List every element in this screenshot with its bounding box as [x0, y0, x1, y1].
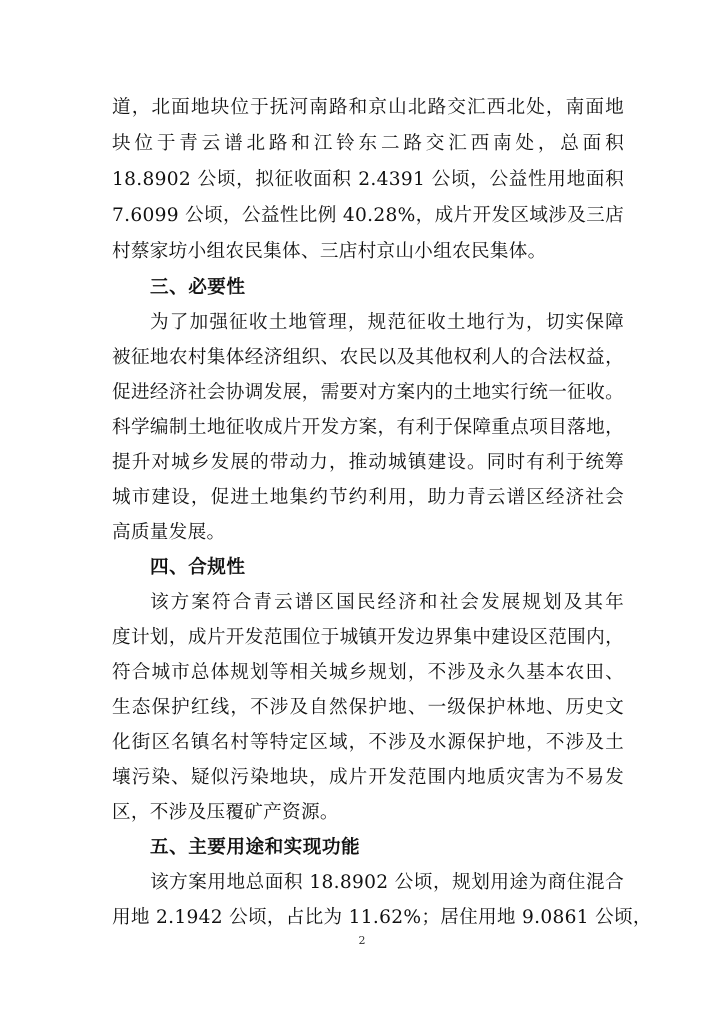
- paragraph-line: 壤污染、疑似污染地块，成片开发范围内地质灾害为不易发: [112, 767, 624, 788]
- paragraph-line: 促进经济社会协调发展，需要对方案内的土地实行统一征收。: [112, 382, 624, 403]
- section-heading-main-use: 五、主要用途和实现功能: [150, 837, 361, 858]
- paragraph-line: 用地 2.1942 公顷，占比为 11.62%；居住用地 9.0861 公顷，: [112, 907, 652, 928]
- paragraph-line: 城市建设，促进土地集约节约利用，助力青云谱区经济社会: [112, 487, 624, 508]
- paragraph-line: 符合城市总体规划等相关城乡规划，不涉及永久基本农田、: [112, 662, 624, 683]
- paragraph-line: 被征地农村集体经济组织、农民以及其他权利人的合法权益，: [112, 347, 624, 368]
- paragraph-line: 该方案符合青云谱区国民经济和社会发展规划及其年: [150, 592, 624, 613]
- paragraph-line: 生态保护红线，不涉及自然保护地、一级保护林地、历史文: [112, 697, 624, 718]
- paragraph-line: 度计划，成片开发范围位于城镇开发边界集中建设区范围内，: [112, 627, 624, 648]
- paragraph-line: 高质量发展。: [112, 522, 226, 543]
- paragraph-line: 该方案用地总面积 18.8902 公顷，规划用途为商住混合: [150, 872, 624, 893]
- paragraph-line: 7.6099 公顷，公益性比例 40.28%，成片开发区域涉及三店: [112, 205, 624, 226]
- section-heading-necessity: 三、必要性: [150, 277, 246, 298]
- section-heading-compliance: 四、合规性: [150, 557, 246, 578]
- paragraph-line: 道，北面地块位于抚河南路和京山北路交汇西北处，南面地: [112, 97, 624, 118]
- paragraph-line: 提升对城乡发展的带动力，推动城镇建设。同时有利于统筹: [112, 452, 624, 473]
- paragraph-line: 科学编制土地征收成片开发方案，有利于保障重点项目落地，: [112, 417, 624, 438]
- paragraph-line: 块位于青云谱北路和江铃东二路交汇西南处，总面积: [112, 133, 624, 154]
- paragraph-line: 化街区名镇名村等特定区域，不涉及水源保护地，不涉及土: [112, 732, 624, 753]
- paragraph-line: 村蔡家坊小组农民集体、三店村京山小组农民集体。: [112, 241, 547, 262]
- page-number: 2: [358, 934, 366, 947]
- paragraph-line: 区，不涉及压覆矿产资源。: [112, 802, 339, 823]
- paragraph-line: 18.8902 公顷，拟征收面积 2.4391 公顷，公益性用地面积: [112, 169, 624, 190]
- paragraph-line: 为了加强征收土地管理，规范征收土地行为，切实保障: [150, 312, 624, 333]
